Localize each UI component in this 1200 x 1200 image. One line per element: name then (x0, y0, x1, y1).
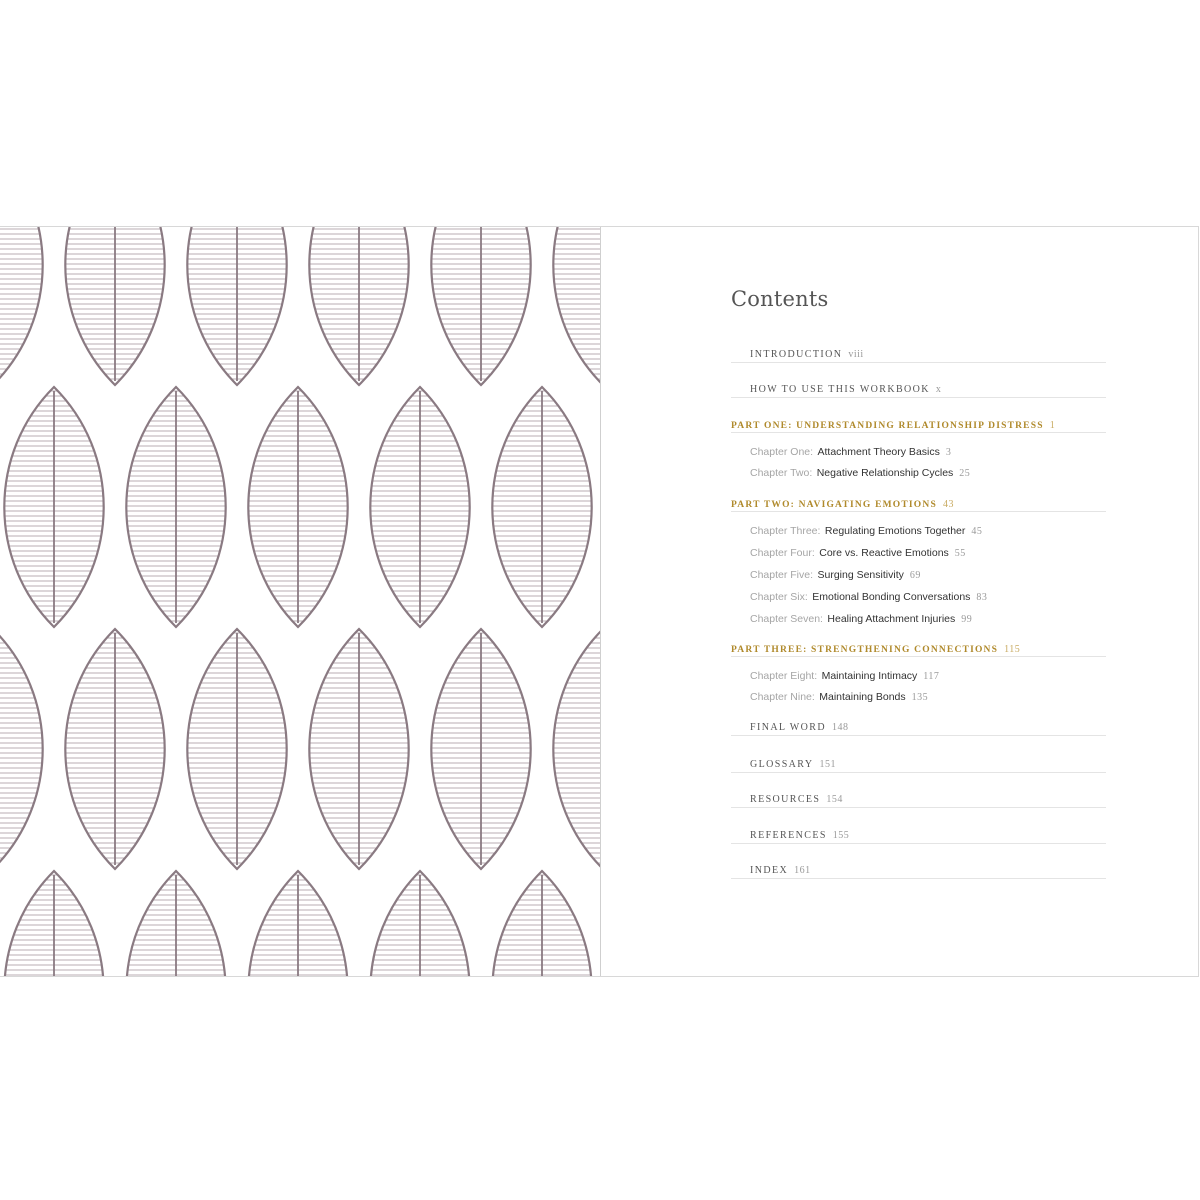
toc-chapter-page: 135 (911, 692, 929, 703)
leaf-shape (179, 227, 295, 385)
toc-entry-resources[interactable] (750, 789, 843, 807)
toc-chapter-five[interactable] (750, 565, 921, 583)
toc-chapter-title: Healing Attachment Injuries (827, 613, 956, 625)
toc-chapter-title: Surging Sensitivity (817, 569, 904, 581)
toc-entry-page: x (935, 384, 942, 395)
leaf-shape (301, 227, 417, 385)
toc-entry-final-word[interactable] (750, 717, 848, 735)
leaf-shape (240, 871, 356, 976)
toc-entry-page: 161 (794, 865, 811, 876)
toc-chapter-two[interactable] (750, 463, 970, 481)
toc-chapter-title: Regulating Emotions Together (824, 525, 966, 537)
toc-chapter-eight[interactable] (750, 666, 939, 684)
toc-divider (731, 511, 1106, 512)
toc-part-three[interactable] (731, 639, 1020, 657)
toc-chapter-page: 117 (923, 671, 940, 682)
table-of-contents-page (601, 227, 1198, 976)
leaf-shape (423, 227, 539, 385)
toc-title: Contents (731, 287, 829, 311)
toc-part-label: PART THREE: STRENGTHENING CONNECTIONS (731, 645, 999, 655)
toc-entry-how-to-use[interactable] (750, 379, 941, 397)
toc-entry-introduction[interactable] (750, 344, 864, 362)
toc-entry-page: 154 (826, 794, 843, 805)
toc-chapter-page: 69 (909, 570, 921, 581)
toc-chapter-six[interactable] (750, 587, 987, 605)
toc-part-page: 43 (942, 499, 954, 510)
toc-chapter-label: Chapter Five: (750, 569, 814, 581)
toc-part-label: PART TWO: NAVIGATING EMOTIONS (731, 500, 937, 510)
toc-chapter-title: Core vs. Reactive Emotions (819, 547, 949, 559)
toc-part-page: 115 (1004, 644, 1021, 655)
leaf-shape (423, 629, 539, 869)
toc-divider (731, 362, 1106, 363)
toc-chapter-four[interactable] (750, 543, 966, 561)
toc-entry-label: REFERENCES (750, 830, 827, 841)
leaf-shape (118, 387, 234, 627)
toc-chapter-page: 99 (961, 614, 973, 625)
toc-chapter-title: Emotional Bonding Conversations (812, 591, 971, 603)
toc-divider (731, 735, 1106, 736)
toc-chapter-label: Chapter One: (750, 446, 814, 458)
toc-entry-label: INTRODUCTION (750, 349, 843, 360)
toc-divider (731, 807, 1106, 808)
toc-chapter-nine[interactable] (750, 687, 928, 705)
toc-part-one[interactable] (731, 415, 1055, 433)
toc-entry-references[interactable] (750, 825, 849, 843)
toc-chapter-seven[interactable] (750, 609, 972, 627)
toc-chapter-label: Chapter Nine: (750, 691, 815, 703)
toc-part-page: 1 (1049, 420, 1056, 431)
toc-entry-label: HOW TO USE THIS WORKBOOK (750, 384, 930, 395)
left-page-leaf-pattern (0, 227, 600, 976)
toc-entry-page: 155 (832, 830, 850, 841)
leaf-shape (0, 227, 51, 385)
toc-divider (731, 656, 1106, 657)
leaf-pattern-illustration (0, 227, 600, 976)
leaf-shape (362, 387, 478, 627)
toc-entry-label: FINAL WORD (750, 722, 826, 733)
leaf-shape (545, 629, 600, 869)
leaf-shape (57, 629, 173, 869)
toc-entry-label: GLOSSARY (750, 759, 814, 770)
leaf-shape (0, 871, 112, 976)
toc-entry-page: 148 (831, 722, 849, 733)
toc-part-two[interactable] (731, 494, 954, 512)
book-spread (0, 226, 1199, 977)
toc-chapter-page: 25 (959, 468, 971, 479)
toc-chapter-label: Chapter Seven: (750, 613, 823, 625)
toc-chapter-label: Chapter Four: (750, 547, 815, 559)
toc-chapter-one[interactable] (750, 442, 951, 460)
toc-chapter-label: Chapter Eight: (750, 670, 818, 682)
leaf-shape (0, 629, 51, 869)
toc-chapter-label: Chapter Three: (750, 525, 821, 537)
toc-chapter-page: 3 (945, 447, 952, 458)
toc-chapter-label: Chapter Six: (750, 591, 808, 603)
toc-entry-page: viii (848, 349, 864, 360)
toc-chapter-page: 55 (954, 548, 966, 559)
toc-divider (731, 397, 1106, 398)
leaf-shape (362, 871, 478, 976)
toc-part-label: PART ONE: UNDERSTANDING RELATIONSHIP DISTRESS (731, 421, 1044, 431)
toc-entry-glossary[interactable] (750, 754, 836, 772)
toc-divider (731, 772, 1106, 773)
toc-entry-label: INDEX (750, 865, 789, 876)
toc-divider (731, 878, 1106, 879)
toc-chapter-title: Maintaining Intimacy (821, 670, 918, 682)
toc-divider (731, 432, 1106, 433)
toc-chapter-page: 45 (971, 526, 983, 537)
toc-chapter-page: 83 (976, 592, 988, 603)
leaf-shape (240, 387, 356, 627)
toc-entry-page: 151 (819, 759, 836, 770)
leaf-shape (118, 871, 234, 976)
toc-chapter-label: Chapter Two: (750, 467, 813, 479)
toc-entry-index[interactable] (750, 860, 811, 878)
leaf-shape (0, 387, 112, 627)
leaf-shape (301, 629, 417, 869)
toc-chapter-three[interactable] (750, 521, 982, 539)
toc-entry-label: RESOURCES (750, 794, 821, 805)
leaf-shape (484, 871, 600, 976)
leaf-shape (484, 387, 600, 627)
leaf-shape (179, 629, 295, 869)
toc-chapter-title: Negative Relationship Cycles (816, 467, 954, 479)
leaf-shape (545, 227, 600, 385)
leaf-shape (57, 227, 173, 385)
toc-divider (731, 843, 1106, 844)
toc-chapter-title: Maintaining Bonds (819, 691, 906, 703)
toc-chapter-title: Attachment Theory Basics (817, 446, 940, 458)
